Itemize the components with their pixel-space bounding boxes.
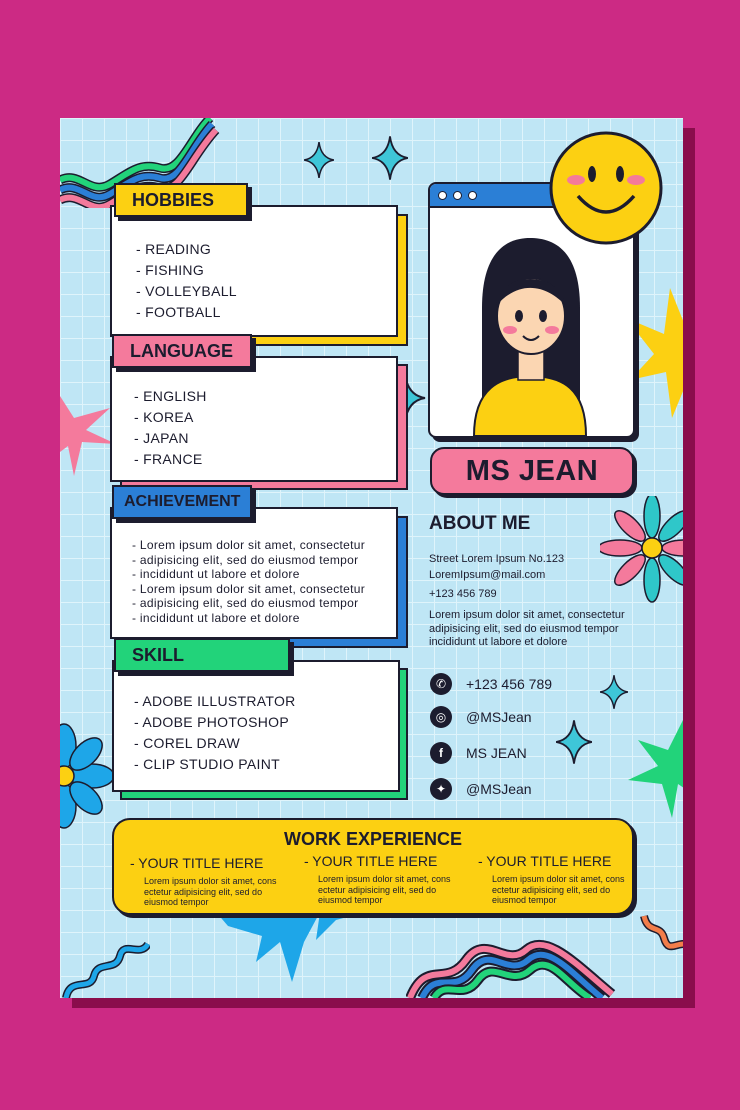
list-item: - ADOBE ILLUSTRATOR [134,693,296,709]
about-address: Street Lorem Ipsum No.123 [429,553,565,565]
list-item: - ENGLISH [134,388,207,404]
work-entry-title: - YOUR TITLE HERE [304,853,438,869]
list-item: - READING [136,241,212,257]
list-item: - Lorem ipsum dolor sit amet, consectetur [132,581,366,596]
sparkle-icon [556,720,592,764]
window-dot-icon [468,191,477,200]
list-item: - Lorem ipsum dolor sit amet, consectetur [132,538,366,552]
social-facebook [430,742,527,764]
work-entry [130,855,290,908]
skill-card [112,660,400,792]
social-whatsapp [430,673,552,695]
work-entry-desc: Lorem ipsum dolor sit amet, cons ectetur adipisicing elit, sed do eiusmod tempor [492,874,625,905]
list-item: - FISHING [136,262,205,278]
smiley-face-icon [548,130,664,246]
work-experience-heading: WORK EXPERIENCE [283,829,463,849]
instagram-icon: ◎ [430,706,452,728]
achievement-list [132,538,365,625]
sparkle-icon [600,674,628,710]
list-item: - ADOBE PHOTOSHOP [134,714,289,730]
facebook-icon: f [430,742,452,764]
window-dot-icon [453,191,462,200]
about-heading: ABOUT ME [429,513,531,534]
wave-decoration [640,914,683,954]
list-item: - FRANCE [134,451,203,467]
work-entry-desc: Lorem ipsum dolor sit amet, cons ectetur adipisicing elit, sed do eiusmod tempor [144,876,277,907]
window-dot-icon [438,191,447,200]
language-list [134,386,207,470]
starburst-decoration [628,718,683,818]
work-entry-desc: Lorem ipsum dolor sit amet, cons ectetur adipisicing elit, sed do eiusmod tempor [318,874,451,905]
about-phone: +123 456 789 [429,588,497,600]
list-item: - adipisicing elit, sed do eiusmod tempor [132,552,359,567]
hobbies-card [110,205,398,337]
about-bio: Lorem ipsum dolor sit amet, consectetur adipisicing elit, sed do eiusmod tempor incididunt ut labore et dolore [429,609,625,648]
achievement-card [110,507,398,639]
list-item: - VOLLEYBALL [136,283,237,299]
list-item: - KOREA [134,409,194,425]
work-entry [304,853,464,906]
achievement-heading: ACHIEVEMENT [112,485,252,519]
name-badge: MS JEAN [430,447,634,495]
work-entry-title: - YOUR TITLE HERE [478,853,612,869]
about-email: LoremIpsum@mail.com [429,569,546,581]
list-item: - FOOTBALL [136,304,221,320]
list-item: - JAPAN [134,430,189,446]
language-heading: LANGUAGE [112,334,252,368]
whatsapp-icon: ✆ [430,673,452,695]
hobbies-list [136,239,237,323]
list-item: - CLIP STUDIO PAINT [134,756,280,772]
hobbies-heading: HOBBIES [114,183,248,217]
list-item: - incididunt ut labore et dolore [132,567,300,581]
flower-decoration [60,720,114,830]
work-entry [478,853,638,906]
instagram-value: @MSJean [466,709,532,725]
starburst-decoration [60,386,116,476]
language-card [110,356,398,482]
work-entry-title: - YOUR TITLE HERE [130,855,264,871]
twitter-value: @MSJean [466,781,532,797]
list-item: - incididunt ut labore et dolore [132,610,300,625]
list-item: - adipisicing elit, sed do eiusmod tempor [132,596,359,610]
facebook-value: MS JEAN [466,745,527,761]
wave-decoration [60,936,150,998]
rainbow-arc-decoration [406,938,616,998]
sparkle-icon [304,142,334,178]
work-experience-panel [112,818,634,915]
skill-heading: SKILL [114,638,290,672]
starburst-decoration [216,912,366,982]
twitter-icon: ✦ [430,778,452,800]
flower-decoration [600,496,683,606]
list-item: - COREL DRAW [134,735,241,751]
skill-list [134,691,296,775]
whatsapp-value: +123 456 789 [466,676,553,692]
sparkle-icon [372,136,408,180]
social-instagram [430,706,532,728]
social-twitter [430,778,532,800]
